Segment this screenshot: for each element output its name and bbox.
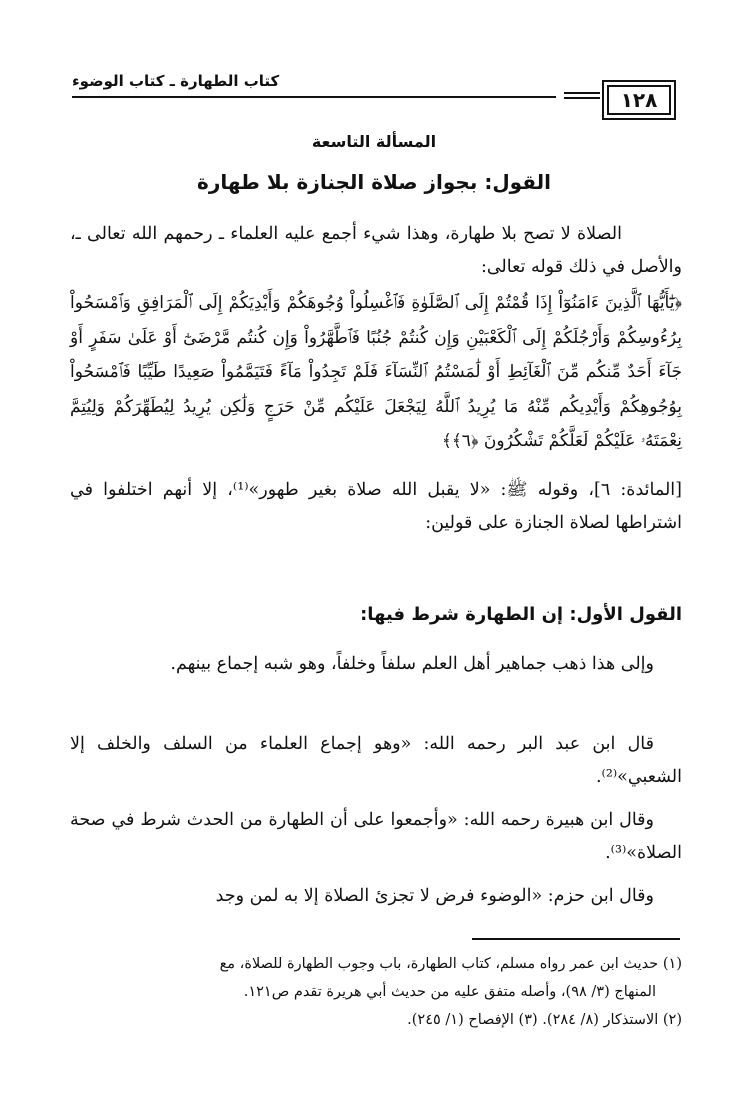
paragraph-majority: وإلى هذا ذهب جماهير أهل العلم سلفاً وخلفاً، وهو شبه إجماع بينهم.: [170, 654, 654, 674]
paragraph-hadith: [المائدة: ٦]، وقوله ﷺ: «لا يقبل الله صلاة بغير طهور»⁽¹⁾، إلا أنهم اختلفوا في اشتراطها لصلاة الجنازة على قولين:: [70, 480, 683, 533]
header-rule: [72, 96, 556, 98]
footnote-2-3: (٢) الاستذكار (٨/ ٢٨٤). (٣) الإفصاح (١/ ٢٤٥).: [407, 1012, 682, 1028]
paragraph-ibn-hubayra: وقال ابن هبيرة رحمه الله: «وأجمعوا على أن الطهارة من الحدث شرط في صحة الصلاة»⁽³⁾.: [70, 810, 682, 863]
header-ornament: [564, 92, 600, 102]
paragraph-intro: الصلاة لا تصح بلا طهارة، وهذا شيء أجمع عليه العلماء ـ رحمهم الله تعالى ـ، والأصل في ذلك قوله تعالى:: [70, 224, 682, 277]
subheading-first-opinion: القول الأول: إن الطهارة شرط فيها:: [360, 604, 682, 625]
paragraph-ibn-hazm: وقال ابن حزم: «الوضوء فرض لا تجزئ الصلاة إلا به لمن وجد: [215, 886, 654, 906]
section-title: المسألة التاسعة: [311, 132, 437, 151]
running-title: كتاب الطهارة ـ كتاب الوضوء: [72, 72, 280, 90]
main-title: القول: بجواز صلاة الجنازة بلا طهارة: [197, 170, 551, 194]
paragraph-ibn-abd-al-barr: قال ابن عبد البر رحمه الله: «وهو إجماع العلماء من السلف والخلف إلا الشعبي»⁽²⁾.: [70, 734, 682, 787]
quran-verse: ﴿يَٰٓأَيُّهَا ٱلَّذِينَ ءَامَنُوٓاْ إِذَا قُمْتُمْ إِلَى ٱلصَّلَوٰةِ فَٱغْسِلُواْ وُجُوهَكُمْ وَأَيْدِيَكُمْ إِلَى ٱلْمَرَافِقِ وَٱمْسَحُواْ بِرُءُوسِكُمْ وَأَرْجُلَكُمْ إِلَى ٱلْكَعْبَيْنِ وَإِن كُنتُمْ جُنُبًا فَٱطَّهَّرُواْ وَإِن كُنتُم مَّرْضَىٰٓ أَوْ عَلَىٰ سَفَرٍ أَوْ جَآءَ أَحَدٌ مِّنكُم مِّنَ ٱلْغَآئِطِ أَوْ لَٰمَسْتُمُ ٱلنِّسَآءَ فَلَمْ تَجِدُواْ مَآءً فَتَيَمَّمُواْ صَعِيدًا طَيِّبًا فَٱمْسَحُواْ بِوُجُوهِكُمْ وَأَيْدِيكُم مِّنْهُ مَا يُرِيدُ ٱللَّهُ لِيَجْعَلَ عَلَيْكُم مِّنْ حَرَجٍ وَلَٰكِن يُرِيدُ لِيُطَهِّرَكُمْ وَلِيُتِمَّ نِعْمَتَهُۥ عَلَيْكُمْ لَعَلَّكُمْ تَشْكُرُونَ ﴿٦﴾﴾: [70, 293, 682, 451]
page-header: [72, 72, 676, 120]
footnote-1-line-2: المنهاج (٣/ ٩٨)، وأصله متفق عليه من حديث أبي هريرة تقدم ص١٢١.: [243, 984, 656, 1000]
footnotes: [70, 950, 682, 1034]
footnote-rule: [472, 938, 680, 940]
footnote-1-line-1: (١) حديث ابن عمر رواه مسلم، كتاب الطهارة، باب وجوب الطهارة للصلاة، مع: [219, 956, 682, 972]
page-number: ١٢٨: [602, 80, 676, 120]
